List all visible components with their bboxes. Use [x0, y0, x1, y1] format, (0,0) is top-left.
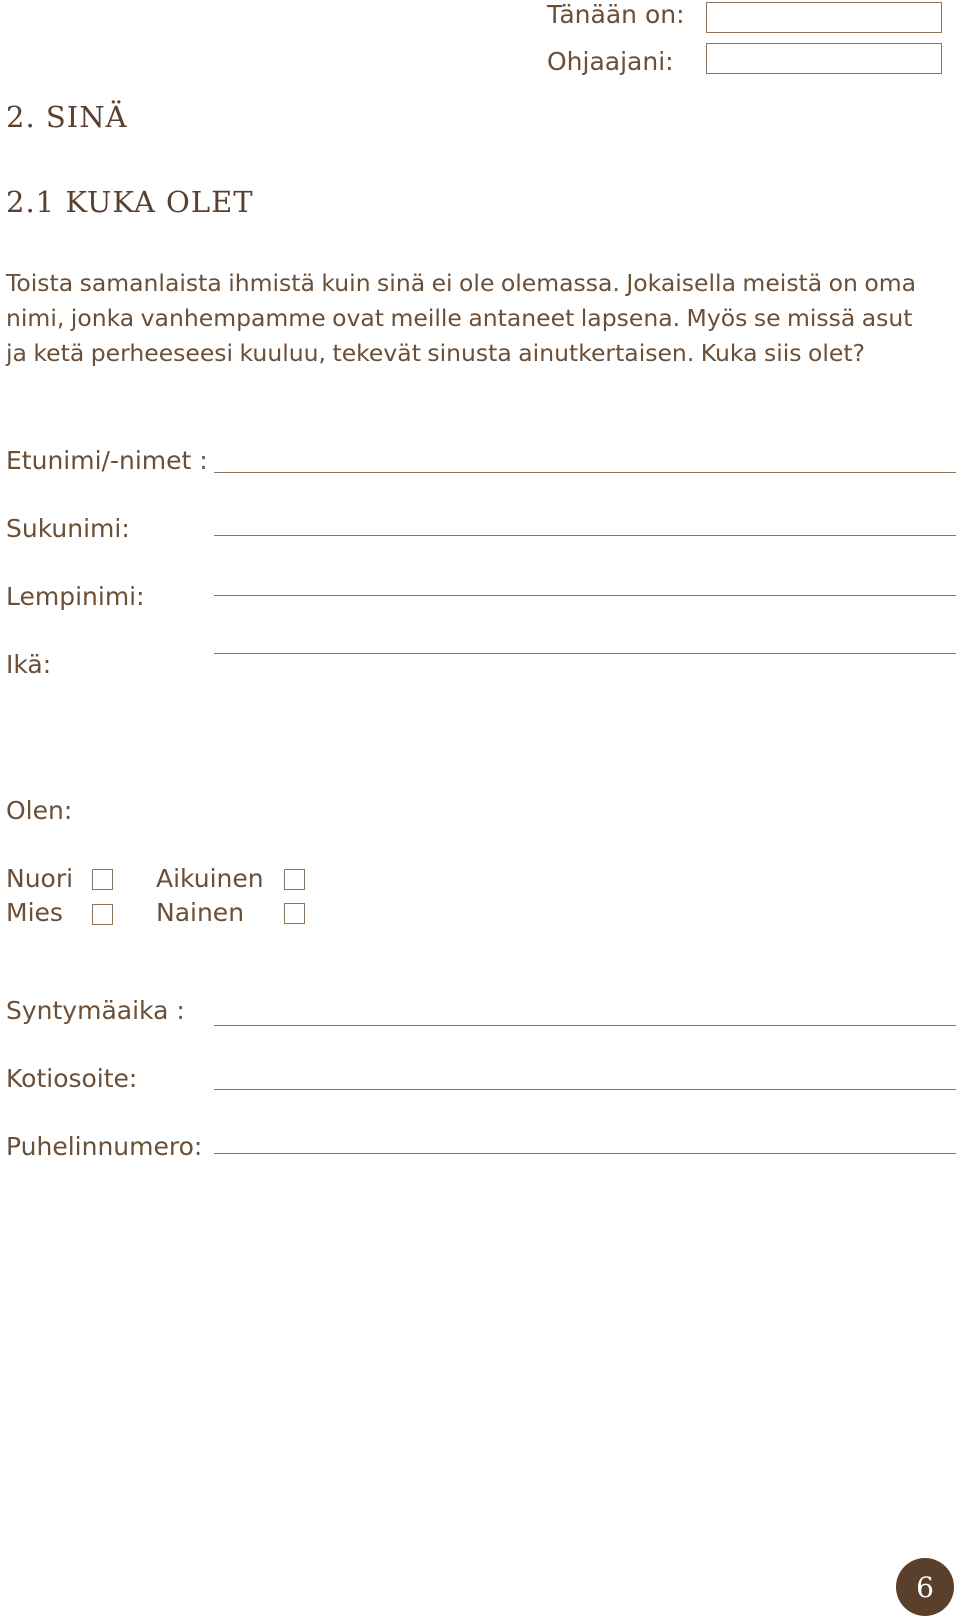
- date-label: Tänään on:: [547, 0, 685, 29]
- nickname-label: Lempinimi:: [6, 582, 145, 611]
- birthdate-line[interactable]: [214, 1025, 956, 1026]
- checkbox-aikuinen[interactable]: [284, 869, 305, 890]
- age-line[interactable]: [214, 653, 956, 654]
- guide-label: Ohjaajani:: [547, 47, 674, 76]
- page-number: 6: [916, 1570, 934, 1604]
- checkbox-mies[interactable]: [92, 904, 113, 925]
- first-name-line[interactable]: [214, 472, 956, 473]
- section-subtitle: 2.1 KUKA OLET: [6, 185, 254, 219]
- page-number-badge: [896, 1558, 954, 1616]
- checkbox-nainen[interactable]: [284, 903, 305, 924]
- intro-paragraph: Toista samanlaista ihmistä kuin sinä ei ole olemassa. Jokaisella meistä on oma nimi, jonka vanhempamme ovat meille antaneet lapsena. Myös se missä asut ja ketä perheeseesi kuuluu, tekevät sinusta ainutkertaisen. Kuka siis olet?: [6, 269, 917, 367]
- option-label-nuori: Nuori: [6, 864, 74, 893]
- phone-line[interactable]: [214, 1153, 956, 1154]
- nickname-line[interactable]: [214, 595, 956, 596]
- address-line[interactable]: [214, 1089, 956, 1090]
- option-label-mies: Mies: [6, 898, 63, 927]
- guide-input[interactable]: [706, 43, 942, 74]
- date-input[interactable]: [706, 2, 942, 33]
- section-title: 2. SINÄ: [6, 100, 128, 134]
- age-label: Ikä:: [6, 650, 52, 679]
- phone-label: Puhelinnumero:: [6, 1132, 203, 1161]
- checkbox-nuori[interactable]: [92, 869, 113, 890]
- option-label-nainen: Nainen: [156, 898, 245, 927]
- last-name-line[interactable]: [214, 535, 956, 536]
- olen-label: Olen:: [6, 796, 73, 825]
- first-name-label: Etunimi/-nimet :: [6, 446, 208, 475]
- last-name-label: Sukunimi:: [6, 514, 130, 543]
- option-label-aikuinen: Aikuinen: [156, 864, 264, 893]
- birthdate-label: Syntymäaika :: [6, 996, 185, 1025]
- address-label: Kotiosoite:: [6, 1064, 138, 1093]
